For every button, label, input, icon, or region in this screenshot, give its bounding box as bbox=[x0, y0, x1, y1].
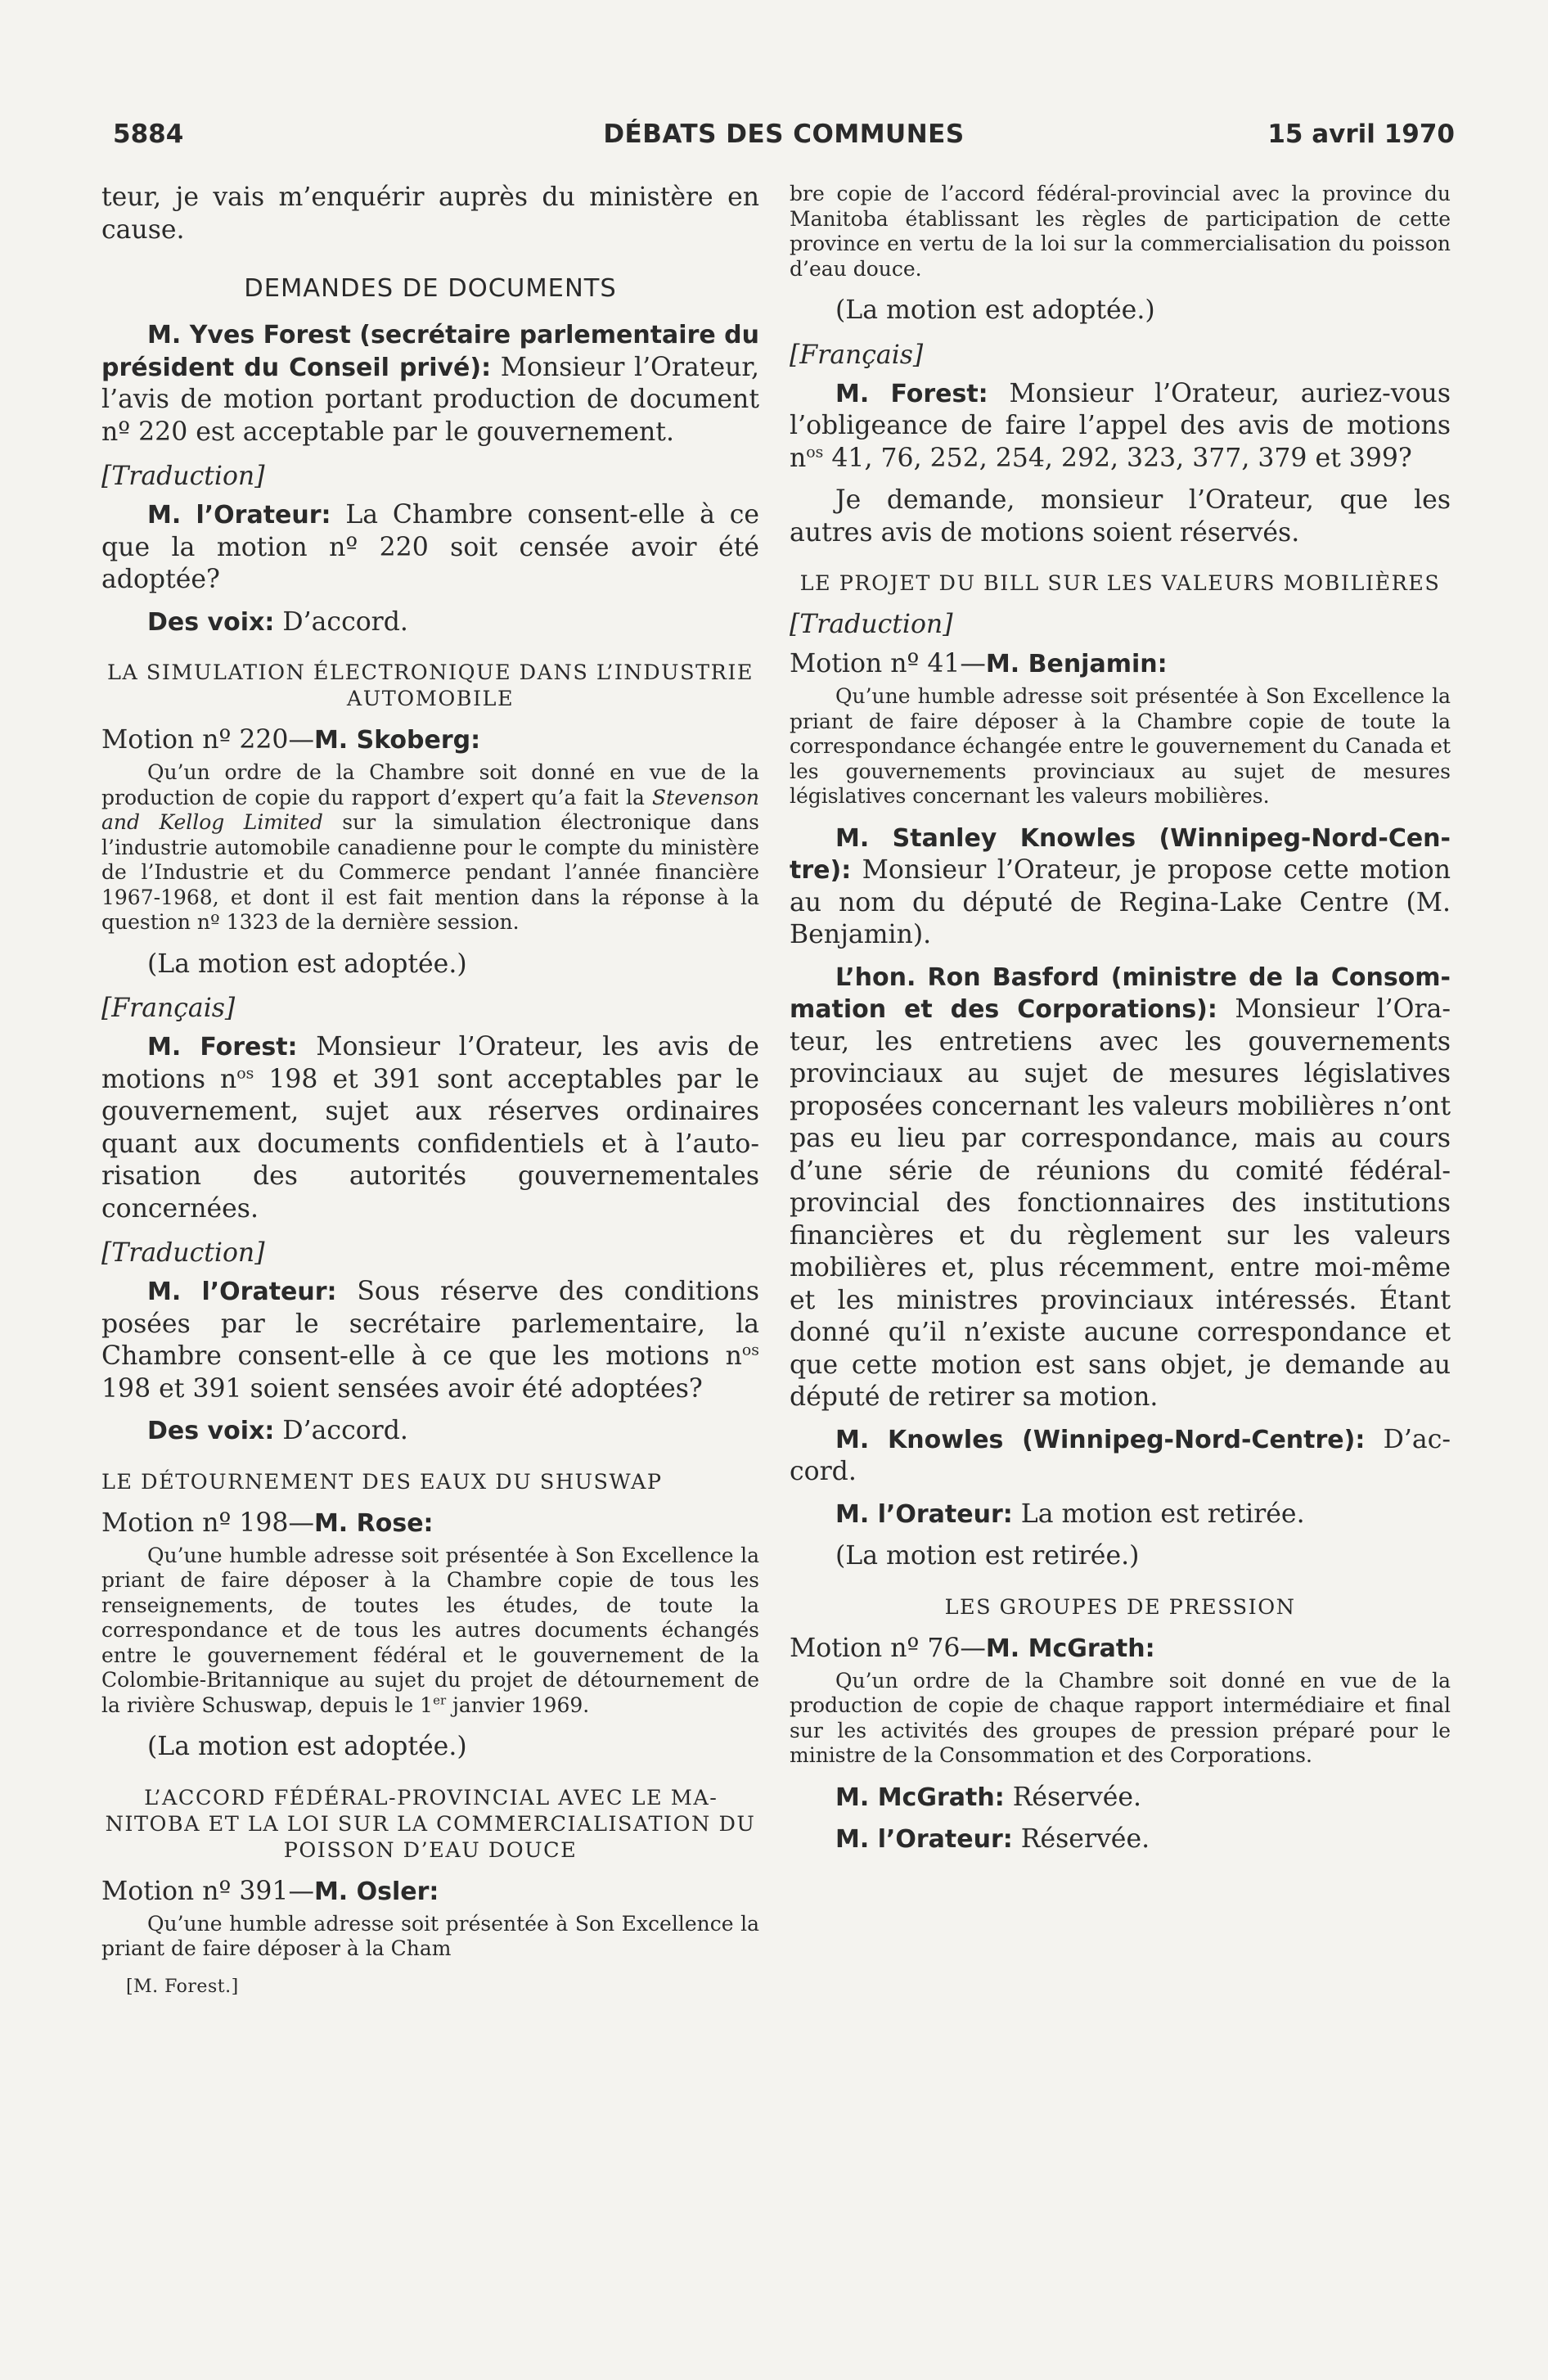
paragraph: (La motion est retirée.) bbox=[835, 1541, 1140, 1571]
speech-text: Monsieur l’Orateur, je propose cette motion au nom du député de Regina-Lake Centre (M. Benjamin). bbox=[790, 855, 1451, 949]
speech-text: 198 et 391 soient sensées avoir été adoptées? bbox=[101, 1373, 703, 1404]
subject-heading: LE PROJET DU BILL SUR LES VALEURS MOBILIÈRES bbox=[799, 571, 1441, 596]
speech-text: D’accord. bbox=[274, 1416, 408, 1445]
subject-heading: LA SIMULATION ÉLECTRONIQUE DANS L’INDUSTRIE AUTOMOBILE bbox=[106, 660, 754, 711]
speech-text: La Chambre consent-elle à ce que la motion nº 220 soit censée avoir été adoptée? bbox=[101, 500, 759, 594]
speech-text: Réservée. bbox=[1004, 1782, 1142, 1812]
mover-name: M. Skoberg: bbox=[313, 726, 481, 755]
paragraph bbox=[101, 606, 759, 639]
speech-text: D’accord. bbox=[274, 606, 408, 637]
page-number: 5884 bbox=[113, 119, 184, 149]
motion-text bbox=[101, 760, 759, 935]
speech-text: Monsieur l’Orateur, l’avis de motion portant production de document nº 220 est acceptable par le gouvernement. bbox=[101, 352, 759, 447]
language-marker bbox=[101, 992, 759, 1025]
paragraph: teur, je vais m’enquérir auprès du ministère en cause. bbox=[101, 183, 759, 245]
speech-text: Monsieur l’Orateur, auriez-vous l’obligeance de faire l’appel des avis de motions n bbox=[790, 378, 1451, 473]
superscript: os bbox=[236, 1064, 254, 1082]
speaker-name: M. Forest: bbox=[147, 1033, 298, 1062]
paragraph bbox=[790, 962, 1451, 1414]
speaker-name: M. l’Orateur: bbox=[835, 1499, 1013, 1529]
speech-text: Réservée. bbox=[1012, 1824, 1150, 1854]
mover-name: M. Osler: bbox=[313, 1877, 439, 1906]
speaker-name: M. McGrath: bbox=[835, 1783, 1005, 1812]
speech-text: Sous réserve des conditions posées par le secrétaire parlementaire, la Chambre consent-elle à ce que les motions n bbox=[101, 1277, 759, 1371]
superscript: os bbox=[806, 443, 824, 461]
mover-name: M. McGrath: bbox=[985, 1634, 1155, 1663]
motion-number: Motion nº 391— bbox=[101, 1876, 314, 1906]
language-marker bbox=[790, 608, 1451, 641]
language-marker bbox=[101, 1237, 759, 1269]
speech-text: Monsieur l’Orateur, les avis de motions n bbox=[101, 1032, 759, 1094]
motion-line bbox=[101, 1507, 759, 1540]
motion-line bbox=[101, 1875, 759, 1909]
superscript: os bbox=[741, 1341, 759, 1359]
section-heading: DEMANDES DE DOCUMENTS bbox=[244, 274, 617, 303]
motion-text-part: Qu’un ordre de la Chambre soit donné en vue de la production de copie du rapport d’expert qu’a fait la bbox=[101, 760, 759, 809]
language-marker-text: [Français] bbox=[790, 340, 924, 370]
speaker-name: M. Yves Forest (secrétaire parlementaire du président du Conseil privé): bbox=[101, 321, 759, 382]
page-header bbox=[113, 119, 1455, 152]
mover-name: M. Rose: bbox=[313, 1508, 434, 1538]
speech-text: 198 et 391 sont acceptables par le gouvernement, sujet aux réserves ordinaires quant aux documents confidentiels et à l’autorisation des autorités gouvernementales concernées. bbox=[101, 1064, 759, 1224]
adoption-note: (La motion est adoptée.) bbox=[147, 1732, 467, 1761]
speaker-name: Des voix: bbox=[147, 1417, 275, 1445]
language-marker-text: [Traduction] bbox=[790, 610, 953, 639]
speech-text: D’accord. bbox=[790, 1424, 1451, 1486]
speaker-name: Des voix: bbox=[147, 607, 275, 637]
paragraph bbox=[790, 1424, 1451, 1489]
language-marker-text: [Français] bbox=[101, 994, 236, 1023]
left-column bbox=[101, 182, 759, 1999]
motion-text-part: janvier 1969. bbox=[446, 1693, 590, 1717]
paragraph bbox=[101, 1031, 759, 1225]
motion-line bbox=[101, 723, 759, 757]
paragraph bbox=[101, 319, 759, 449]
adoption-note: (La motion est adoptée.) bbox=[835, 295, 1155, 325]
speech-text: La motion est retirée. bbox=[1012, 1499, 1305, 1529]
motion-line bbox=[790, 1632, 1451, 1666]
speech-text: 41, 76, 252, 254, 292, 323, 377, 379 et 399? bbox=[823, 443, 1412, 473]
speaker-name: M. Stanley Knowles (Winnipeg-Nord-Centre): bbox=[790, 823, 1451, 885]
motion-text: Qu’une humble adresse soit présentée à Son Excellence la priant de faire déposer à la Chambre copie de toute la correspondance échangée entre le gouvernement du Canada et les gouvernements provinciaux au sujet de mesures législatives concernant les valeurs mobilières. bbox=[790, 684, 1451, 808]
journal-title: DÉBATS DES COMMUNES bbox=[603, 119, 965, 149]
motion-text-part: sur la simulation électronique dans l’industrie automobile canadienne pour le compte du ministère de l’Industrie et du Commerce pendant l’année financière 1967-1968, et dont il est fait mention dans la réponse à la question nº 1323 de la dernière session. bbox=[101, 810, 759, 934]
speaker-name: M. l’Orateur: bbox=[147, 1278, 337, 1306]
paragraph bbox=[101, 499, 759, 597]
paragraph bbox=[101, 1415, 759, 1448]
subject-heading: LES GROUPES DE PRESSION bbox=[944, 1594, 1296, 1620]
speaker-name: M. Forest: bbox=[835, 379, 988, 408]
subject-heading: L’ACCORD FÉDÉRAL-PROVINCIAL AVEC LE MANITOBA ET LA LOI SUR LA COMMERCIALISATION DU POISSON D’EAU DOUCE bbox=[105, 1785, 756, 1863]
adoption-note: (La motion est adoptée.) bbox=[147, 949, 467, 979]
motion-text bbox=[101, 1544, 759, 1719]
speech-text: Monsieur l’Orateur, les entretiens avec les gouvernements provinciaux au sujet de mesures législatives proposées concernant les valeurs mobilières n’ont pas eu lieu par correspondance, mais au cours d’une série de réunions du comité fédéral-provincial des fonctionnaires des institutions financières et du règlement sur les valeurs mobilières et, plus récemment, entre moi-même et les ministres provinciaux intéressés. Étant donné qu’il n’existe aucune correspondance et que cette motion est sans objet, je demande au député de retirer sa motion. bbox=[790, 994, 1451, 1412]
paragraph bbox=[101, 1276, 759, 1405]
paragraph bbox=[790, 1782, 1451, 1814]
speaker-name: L’hon. Ron Basford (ministre de la Consommation et des Corporations): bbox=[790, 962, 1451, 1024]
speaker-name: M. Knowles (Winnipeg-Nord-Centre): bbox=[835, 1425, 1366, 1454]
language-marker-text: [Traduction] bbox=[101, 1238, 265, 1268]
language-marker bbox=[790, 339, 1451, 372]
paragraph bbox=[790, 1499, 1451, 1531]
language-marker-text: [Traduction] bbox=[101, 462, 265, 491]
motion-number: Motion nº 198— bbox=[101, 1508, 314, 1538]
superscript: er bbox=[433, 1693, 447, 1708]
motion-text: Qu’une humble adresse soit présentée à Son Excellence la priant de faire déposer à la Cham bbox=[101, 1911, 759, 1960]
motion-text-part: Qu’une humble adresse soit présentée à Son Excellence la priant de faire déposer à la Chambre copie de tous les renseignements, de toutes les études, de toute la correspondance et de tous les autres documents échangés entre le gouvernement fédéral et le gouvernement de la Colombie-Britannique au sujet du projet de détournement de la rivière Schuswap, depuis le 1 bbox=[101, 1543, 759, 1717]
paragraph bbox=[790, 823, 1451, 952]
motion-number: Motion nº 76— bbox=[790, 1633, 986, 1663]
issue-date: 15 avril 1970 bbox=[1267, 119, 1455, 149]
mover-name: M. Benjamin: bbox=[985, 650, 1168, 678]
paragraph bbox=[790, 378, 1451, 476]
page-footer: [M. Forest.] bbox=[126, 1976, 239, 1997]
motion-text: Qu’un ordre de la Chambre soit donné en vue de la production de copie de chaque rapport intermédiaire et final sur les activités des groupes de pression préparé pour le ministre de la Consommation et des Corporations. bbox=[790, 1668, 1451, 1767]
firm-name: Stevenson and Kellog Limited bbox=[101, 785, 759, 834]
right-column bbox=[790, 182, 1451, 1866]
paragraph: Je demande, monsieur l’Orateur, que les autres avis de motions soient réservés. bbox=[790, 485, 1451, 548]
motion-number: Motion nº 41— bbox=[790, 649, 986, 678]
subject-heading: LE DÉTOURNEMENT DES EAUX DU SHUSWAP bbox=[101, 1469, 663, 1494]
language-marker bbox=[101, 460, 759, 493]
motion-number: Motion nº 220— bbox=[101, 725, 314, 755]
motion-text: bre copie de l’accord fédéral-provincial avec la province du Manitoba établissant les règles de participation de cette province en vertu de la loi sur la commercialisation du poisson d’eau douce. bbox=[790, 182, 1451, 281]
paragraph bbox=[790, 1823, 1451, 1856]
speaker-name: M. l’Orateur: bbox=[147, 501, 331, 530]
motion-line bbox=[790, 647, 1451, 681]
speaker-name: M. l’Orateur: bbox=[835, 1825, 1013, 1854]
